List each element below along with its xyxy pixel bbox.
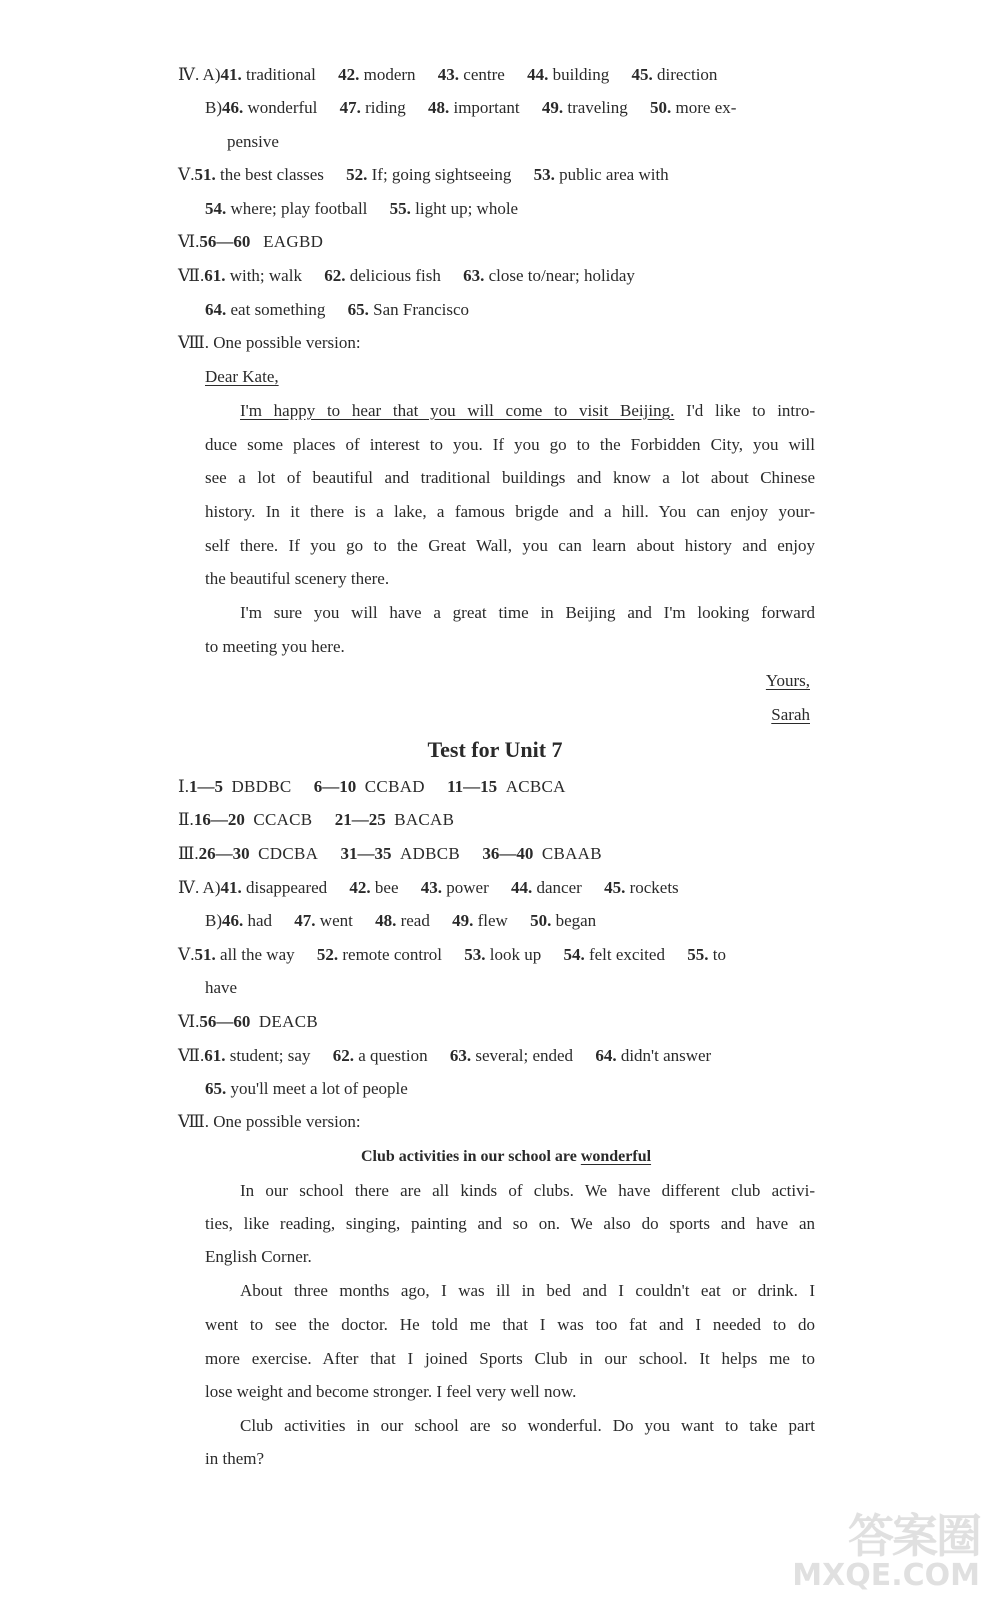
question-number: 64.: [205, 300, 227, 319]
answer: with; walk: [229, 266, 302, 285]
answer: student; say: [229, 1046, 311, 1065]
question-number: 63.: [463, 266, 485, 285]
watermark-logo: [792, 1509, 980, 1593]
answer: a question: [358, 1046, 428, 1065]
question-number: 54.: [563, 945, 585, 964]
section-label: Ⅶ.: [178, 266, 205, 285]
question-number: 45.: [604, 878, 626, 897]
question-number: 46.: [222, 98, 244, 117]
essay-line: lose weight and become stronger. I feel very well now.: [205, 1382, 577, 1401]
answer: several; ended: [475, 1046, 574, 1065]
answer: direction: [657, 65, 718, 84]
section-label: Ⅵ.: [178, 1012, 200, 1031]
question-number: 61.: [204, 266, 226, 285]
answer: centre: [463, 65, 505, 84]
question-number: 53.: [533, 165, 555, 184]
section-label: Ⅴ.: [178, 945, 195, 964]
letter-text: I'd like to intro-: [674, 401, 815, 420]
answer: delicious fish: [349, 266, 441, 285]
answer-row-v: [178, 944, 726, 966]
question-range: 26—30: [198, 844, 250, 863]
answer: San Francisco: [373, 300, 469, 319]
answer: public area with: [559, 165, 669, 184]
question-number: 42.: [338, 65, 360, 84]
question-number: 44.: [527, 65, 549, 84]
answer: CBAAB: [541, 844, 602, 863]
answer: the best classes: [220, 165, 324, 184]
answer-row-iv-b: [205, 97, 736, 119]
essay-line: in them?: [205, 1449, 265, 1468]
question-number: 45.: [631, 65, 653, 84]
essay-line: About three months ago, I was ill in bed and I couldn't eat or drink. I: [240, 1281, 815, 1300]
question-range: 21—25: [334, 810, 386, 829]
answer-row-ii: [178, 809, 454, 831]
answer: you'll meet a lot of people: [230, 1079, 408, 1098]
letter-greeting: Dear Kate,: [205, 367, 279, 386]
question-number: 63.: [449, 1046, 472, 1065]
answer-row-vii-2: [205, 299, 469, 321]
essay-title: [6, 1146, 1000, 1168]
question-range: 11—15: [447, 777, 498, 796]
answer: didn't answer: [620, 1046, 712, 1065]
answer: felt excited: [588, 945, 665, 964]
question-number: 46.: [222, 911, 244, 930]
letter-line: history. In it there is a lake, a famous brigde and a hill. You can enjoy your-: [205, 502, 815, 521]
page-title: Test for Unit 7: [427, 737, 563, 762]
question-number: 41.: [220, 65, 242, 84]
question-number: 41.: [220, 878, 242, 897]
answer-row-vi: [178, 231, 323, 253]
answer: BACAB: [394, 810, 455, 829]
answer-row-vii-1: [178, 265, 635, 287]
question-range: 56—60: [199, 232, 251, 251]
answer: DBDBC: [231, 777, 292, 796]
answer: modern: [363, 65, 416, 84]
section-label: Ⅶ.: [178, 1046, 205, 1065]
section-label: Ⅳ. A): [178, 65, 221, 84]
essay-line: English Corner.: [205, 1247, 312, 1266]
answer: building: [552, 65, 610, 84]
letter-line: [240, 400, 815, 422]
answer-row-iv-a: [178, 877, 679, 899]
letter-line: the beautiful scenery there.: [205, 569, 390, 588]
question-number: 55.: [687, 945, 709, 964]
answer: power: [446, 878, 489, 897]
answer: eat something: [230, 300, 326, 319]
section-label: B): [205, 98, 222, 117]
watermark-bottom: MXQE.COM: [792, 1558, 980, 1593]
section-label: Ⅴ.: [178, 165, 195, 184]
letter-underlined-sentence: I'm happy to hear that you will come to visit Beijing.: [240, 401, 675, 420]
answer: bee: [374, 878, 399, 897]
question-number: 55.: [389, 199, 411, 218]
answer: rockets: [629, 878, 679, 897]
answer: traditional: [245, 65, 316, 84]
answer-row-iv-b: [205, 910, 596, 932]
answer: CCACB: [253, 810, 313, 829]
answer: dancer: [536, 878, 582, 897]
letter-line: self there. If you go to the Great Wall, you can learn about history and enjoy: [205, 536, 815, 555]
question-number: 52.: [346, 165, 368, 184]
answer: look up: [489, 945, 542, 964]
answer: disappeared: [245, 878, 328, 897]
answer: ACBCA: [505, 777, 566, 796]
answer: riding: [365, 98, 406, 117]
question-number: 62.: [332, 1046, 354, 1065]
question-range: 31—35: [340, 844, 392, 863]
section-label-viii: Ⅷ. One possible version:: [178, 333, 361, 352]
answer-row-vii-2: [205, 1078, 408, 1100]
answer: to: [712, 945, 726, 964]
section-label: Ⅰ.: [178, 777, 189, 796]
letter-line: to meeting you here.: [205, 637, 345, 656]
question-number: 42.: [349, 878, 371, 897]
question-range: 56—60: [199, 1012, 251, 1031]
question-number: 47.: [339, 98, 361, 117]
question-number: 44.: [511, 878, 533, 897]
answer: important: [453, 98, 520, 117]
answer: CDCBA: [258, 844, 319, 863]
answer-row-vi: [178, 1011, 318, 1033]
question-range: 16—20: [193, 810, 245, 829]
question-number: 64.: [595, 1046, 617, 1065]
answer: CCBAD: [364, 777, 425, 796]
question-number: 48.: [375, 911, 397, 930]
answer: began: [555, 911, 597, 930]
letter-line: duce some places of interest to you. If you go to the Forbidden City, you will: [205, 435, 815, 454]
question-number: 50.: [530, 911, 552, 930]
answer: close to/near; holiday: [488, 266, 635, 285]
essay-title-text: Club activities in our school are: [360, 1148, 581, 1165]
question-number: 47.: [294, 911, 316, 930]
question-number: 50.: [650, 98, 672, 117]
answer: ADBCB: [399, 844, 461, 863]
essay-line: Club activities in our school are so wonderful. Do you want to take part: [240, 1416, 815, 1435]
answer-row-v-2: [205, 198, 518, 220]
answer: where; play football: [230, 199, 368, 218]
answer: read: [400, 911, 430, 930]
question-number: 62.: [324, 266, 346, 285]
answer: wonderful: [247, 98, 318, 117]
answer: light up; whole: [415, 199, 519, 218]
question-range: 6—10: [313, 777, 357, 796]
question-number: 65.: [347, 300, 369, 319]
section-label: B): [205, 911, 222, 930]
answer-row-vii-1: [178, 1045, 711, 1067]
answer: had: [247, 911, 273, 930]
essay-line: more exercise. After that I joined Sports Club in our school. It helps me to: [205, 1349, 815, 1368]
answer-row-iv-a: [178, 64, 717, 86]
answer-row-v-1: [178, 164, 669, 186]
answer: If; going sightseeing: [371, 165, 512, 184]
answer-continuation: have: [205, 978, 238, 997]
essay-title-underlined: wonderful: [580, 1148, 652, 1165]
answer: all the way: [220, 945, 295, 964]
answer-row-i: [178, 776, 566, 798]
answer: remote control: [342, 945, 442, 964]
answer-row-iii: [178, 843, 602, 865]
section-label: Ⅲ.: [178, 844, 199, 863]
answer: flew: [477, 911, 508, 930]
letter-line: I'm sure you will have a great time in Beijing and I'm looking forward: [240, 603, 815, 622]
essay-line: In our school there are all kinds of clubs. We have different club activi-: [240, 1181, 815, 1200]
question-number: 54.: [205, 199, 227, 218]
question-number: 51.: [194, 945, 216, 964]
question-number: 53.: [464, 945, 486, 964]
question-number: 51.: [194, 165, 216, 184]
section-label: Ⅵ.: [178, 232, 200, 251]
answer: traveling: [567, 98, 628, 117]
question-number: 49.: [541, 98, 564, 117]
question-number: 61.: [204, 1046, 226, 1065]
question-number: 48.: [427, 98, 450, 117]
question-range: 1—5: [188, 777, 223, 796]
question-number: 49.: [452, 911, 474, 930]
letter-signature: Sarah: [771, 705, 810, 724]
section-label: Ⅱ.: [178, 810, 194, 829]
letter-closing: Yours,: [765, 671, 810, 690]
question-number: 65.: [205, 1079, 227, 1098]
question-range: 36—40: [482, 844, 534, 863]
answer: EAGBD: [263, 232, 324, 251]
answer: DEACB: [258, 1012, 318, 1031]
essay-line: ties, like reading, singing, painting and so on. We also do sports and have an: [205, 1214, 815, 1233]
question-number: 43.: [420, 878, 443, 897]
answer: more ex-: [675, 98, 737, 117]
section-label: Ⅳ. A): [178, 878, 221, 897]
section-label-viii: Ⅷ. One possible version:: [178, 1112, 361, 1131]
question-number: 43.: [437, 65, 460, 84]
answer-continuation: pensive: [227, 132, 279, 151]
letter-line: see a lot of beautiful and traditional buildings and know a lot about Chinese: [205, 468, 815, 487]
watermark-top: 答案圈: [848, 1509, 980, 1563]
answer: went: [319, 911, 353, 930]
essay-line: went to see the doctor. He told me that I was too fat and I needed to do: [205, 1315, 815, 1334]
question-number: 52.: [316, 945, 339, 964]
